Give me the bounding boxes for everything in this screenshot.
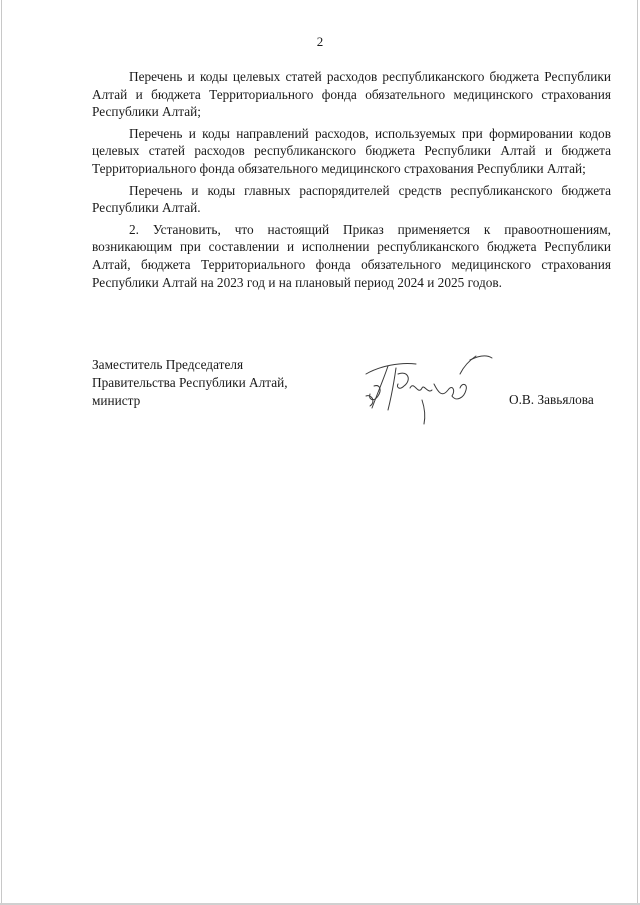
signer-title-line-3: министр [92,393,141,408]
signer-title-line-1: Заместитель Председателя [92,357,244,372]
handwritten-signature [352,344,502,434]
signer-title-line-2: Правительства Республики Алтай, [92,375,288,390]
page-number: 2 [316,34,324,49]
document-body [92,68,611,291]
paragraph-chief-managers: Перечень и коды главных распорядителей средств республиканского бюджета Республики Алтай. [92,182,611,216]
signer-name: О.В. Завьялова [509,392,594,407]
paragraph-clause-2: 2. Установить, что настоящий Приказ применяется к правоотношениям, возникающим при составлении и исполнении республиканского бюджета Республики Алтай, бюджета Территориального фонда обязательного медицинского страхования Республики Алтай на 2023 год и на плановый период 2024 и 2025 годов. [92,221,611,290]
paragraph-expense-directions: Перечень и коды направлений расходов, используемых при формировании кодов целевых статей расходов республиканского бюджета Республики Алтай и бюджета Территориального фонда обязательного медицинского страхования Республики Алтай; [92,125,611,176]
scan-edge-right [637,0,638,905]
paragraph-target-articles: Перечень и коды целевых статей расходов республиканского бюджета Республики Алтай и бюджета Территориального фонда обязательного медицинского страхования Республики Алтай; [92,69,611,120]
signer-title [92,356,332,410]
scan-edge-left [1,0,2,905]
